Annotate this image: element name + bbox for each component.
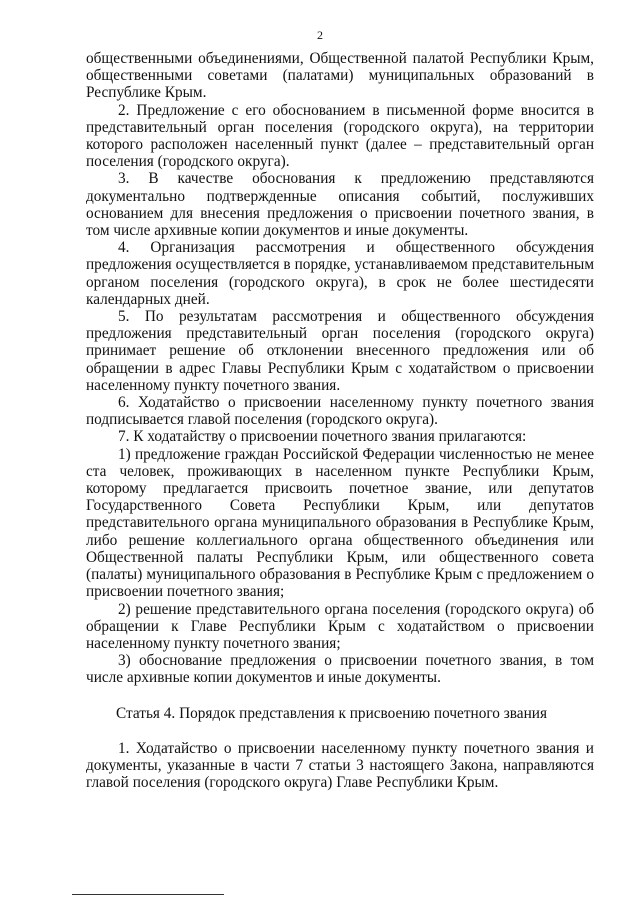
paragraph-item-4: 4. Организация рассмотрения и общественного обсуждения предложения осуществляется в порядке, устанавливаемом представительным органом поселения (городского округа), в срок не более шестидесяти календарных дней.	[86, 239, 594, 308]
footnote-divider	[72, 894, 224, 895]
paragraph-item-7: 7. К ходатайству о присвоении почетного звания прилагаются:	[118, 428, 527, 446]
article-heading: Статья 4. Порядок представления к присвоению почетного звания	[116, 704, 547, 722]
subitem-2: 2) решение представительного органа поселения (городского округа) об обращении к Главе Республики Крым с ходатайством о присвоении населенному пункту почетного звания;	[86, 600, 594, 652]
paragraph-item-6: 6. Ходатайство о присвоении населенному пункту почетного звания подписывается главой поселения (городского округа).	[86, 394, 594, 429]
document-body	[86, 50, 594, 791]
paragraph-item-5: 5. По результатам рассмотрения и общественного обсуждения предложения представительный орган поселения (городского округа) принимает решение об отклонении внесенного предложения или об обращении в адрес Главы Республики Крым с ходатайством о присвоении населенному пункту почетного звания.	[86, 308, 594, 394]
paragraph-item-3: 3. В качестве обоснования к предложению представляются документально подтвержденные описания событий, послуживших основанием для внесения предложения о присвоении почетного звания, в том числе архивные копии документов и иные документы.	[86, 170, 594, 240]
page-number: 2	[317, 28, 323, 42]
paragraph-continuation: общественными объединениями, Общественной палатой Республики Крым, общественными советами (палатами) муниципальных образований в Республике Крым.	[86, 50, 594, 102]
paragraph-item-2: 2. Предложение с его обоснованием в письменной форме вносится в представительный орган поселения (городского округа), на территории которого расположен населенный пункт (далее – представительный орган поселения (городского округа).	[86, 101, 594, 171]
subitem-3: 3) обоснование предложения о присвоении почетного звания, в том числе архивные копии документов и иные документы.	[86, 652, 594, 687]
article-paragraph-1: 1. Ходатайство о присвоении населенному пункту почетного звания и документы, указанные в части 7 статьи 3 настоящего Закона, направляются главой поселения (городского округа) Главе Республики Крым.	[86, 739, 594, 792]
subitem-1: 1) предложение граждан Российской Федерации численностью не менее ста человек, проживающих в населенном пункте Республики Крым, которому предлагается присвоить почетное звание, или депутатов Государственного Совета Республики Крым, или депутатов представительного органа муниципального образования в Республике Крым, либо решение коллегиального органа общественного объединения или Общественной палаты Республики Крым, или общественного совета (палаты) муниципального образования в Республике Крым с предложением о присвоении почетного звания;	[86, 445, 594, 601]
